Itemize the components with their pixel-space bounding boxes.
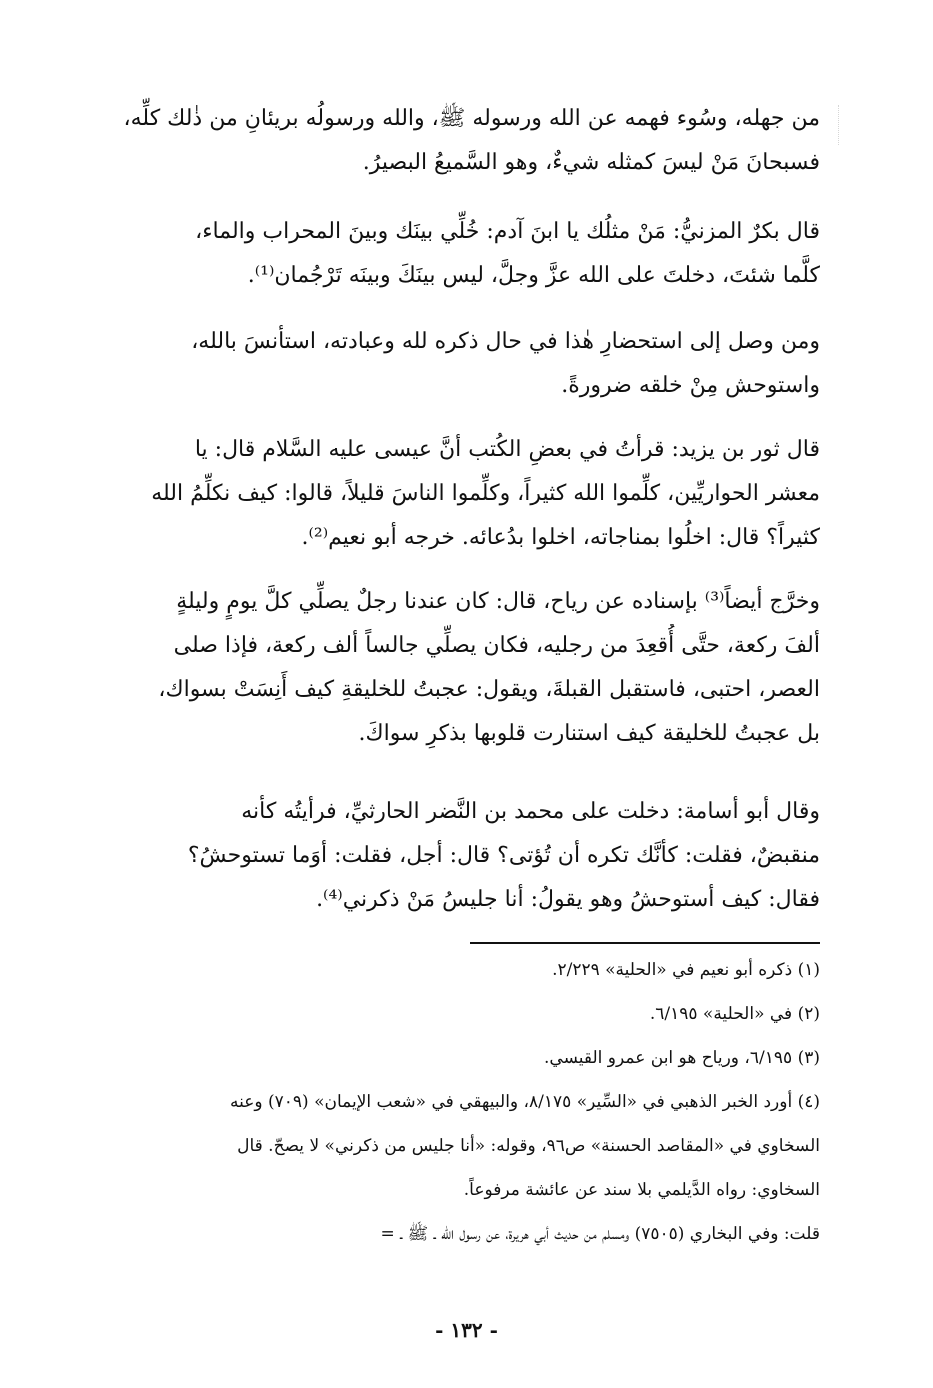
footnote-separator [470,942,820,944]
footnote-1: (١) ذكره أبو نعيم في «الحلية» ٢/٢٢٩. [552,960,820,980]
body-line: ألفَ ركعة، حتَّى أُقعِدَ من رجليه، فكان يصلِّي جالساً ألف ركعة، فإذا صلى [173,633,820,658]
body-line: فقال: كيف أستوحشُ وهو يقولُ: أنا جليسُ مَنْ ذكرني⁽⁴⁾. [316,887,820,912]
paragraph-1 [100,97,820,185]
footnote-3: (٣) ٦/١٩٥، ورياح هو ابن عمرو القيسي. [544,1048,820,1068]
paragraph-6 [100,790,820,922]
body-line: العصر، احتبى، فاستقبل القبلةَ، ويقول: عجبتُ للخليقةِ كيف أَنِسَتْ بسواك، [158,677,820,702]
body-line: من جهله، وسُوء فهمه عن الله ورسوله ﷺ، والله ورسولُه بريئانِ من ذٰلك كلِّه، [123,106,820,131]
footnote-4-line: السخاوي في «المقاصد الحسنة» ص٩٦، وقوله: «أنا جليس من ذكرني» لا يصحّ. قال [237,1136,820,1156]
footnote-4-line: السخاوي: رواه الدَّيلمي بلا سند عن عائشة مرفوعاً. [463,1180,820,1200]
body-line: وقال أبو أسامة: دخلت على محمد بن النَّضر الحارثيِّ، فرأيتُه كأنه [241,799,820,824]
page-number: - ١٣٢ - [435,1318,498,1342]
footnote-2: (٢) في «الحلية» ٦/١٩٥. [649,1004,820,1024]
body-line: قال ثور بن يزيد: قرأتُ في بعضِ الكُتب أنَّ عيسى عليه السَّلام قال: يا [194,437,820,462]
footnote-4-line: قلت: وفي البخاري (٧٥٠٥) ومسلم من حديث أبي هريرة، عن رسول الله ـ ﷺ ـ = [380,1224,820,1244]
scan-edge-mark [838,105,853,145]
body-line: قال بكرٌ المزنيُّ: مَنْ مثلُك يا ابنَ آدم: خُلِّي بينَك وبينَ المحراب والماء، [195,219,820,244]
paragraph-2 [100,210,820,298]
footnote-4-line: (٤) أورد الخبر الذهبي في «السِّير» ٨/١٧٥، والبيهقي في «شعب الإيمان» (٧٠٩) وعنه [229,1092,820,1112]
body-line: وخرَّج أيضاً⁽³⁾ بإسناده عن رياح، قال: كان عندنا رجلٌ يصلِّي كلَّ يومٍ وليلةٍ [176,589,820,614]
body-line: معشر الحواريِّين، كلِّموا الله كثيراً، وكلِّموا الناسَ قليلاً، قالوا: كيف نكلِّمُ الله [151,481,820,506]
body-line: ومن وصل إلى استحضارِ هٰذا في حال ذكره لله وعبادته، استأنسَ بالله، [191,329,820,354]
footnotes [100,948,820,1256]
body-line: فسبحانَ مَنْ ليسَ كمثله شيءٌ، وهو السَّميعُ البصيرُ. [362,150,820,175]
body-line: بل عجبتُ للخليقة كيف استنارت قلوبها بذكرِ سواكَ. [358,721,820,746]
body-line: واستوحش مِنْ خلقه ضرورةً. [561,373,820,398]
body-line: كلَّما شئتَ، دخلتَ على الله عزَّ وجلَّ، ليس بينَكَ وبينَه تَرْجُمان⁽¹⁾. [247,263,820,288]
paragraph-5 [100,580,820,756]
body-line: كثيراً؟ قال: اخلُوا بمناجاته، اخلوا بدُعائه. خرجه أبو نعيم⁽²⁾. [301,525,820,550]
paragraph-3 [100,320,820,408]
paragraph-4 [100,428,820,560]
body-line: منقبضٌ، فقلت: كأنَّك تكره أن تُؤتى؟ قال: أجل، فقلت: أوَما تستوحشُ؟ [187,843,820,868]
